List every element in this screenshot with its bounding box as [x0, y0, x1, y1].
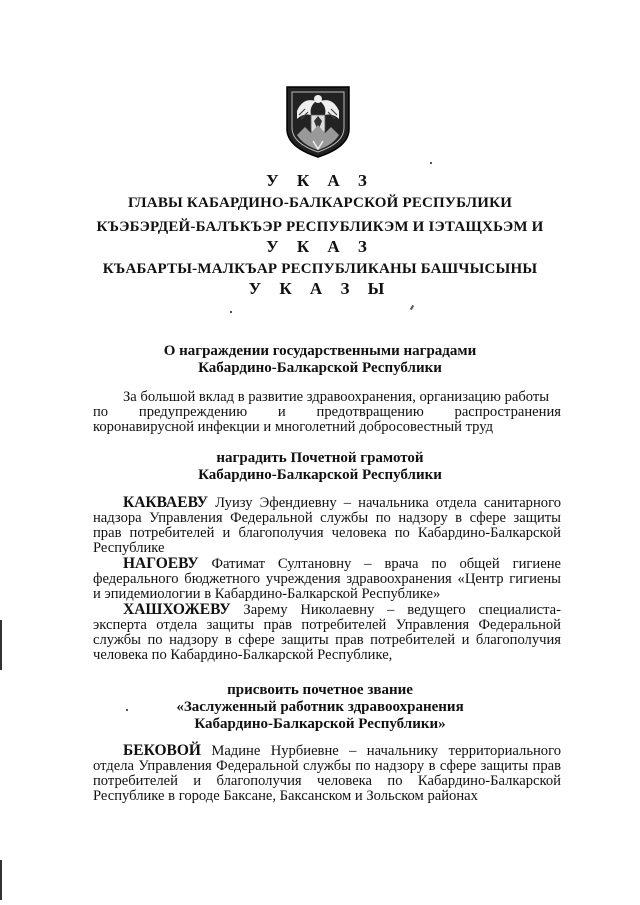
awardee-details: Луизу Эфендиевну – начальника отдела санитарного надзора Управления Федеральной службы по надзору в сфере защиты прав потребителей и благополучия человека по Кабардино-Балкарской Республике [93, 495, 561, 556]
awardee-surname: НАГОЕВУ [123, 555, 199, 572]
scan-speck [410, 305, 414, 310]
header-line-kabardian: КЪЭБЭРДЕЙ-БАЛЪКЪЭР РЕСПУБЛИКЭМ И ІЭТАЩХЬЭМ И [96, 219, 544, 235]
scan-margin-mark [0, 620, 2, 670]
awardee-surname: БЕКОВОЙ [123, 742, 201, 759]
preamble-word: и [277, 404, 286, 420]
awardees-list-honorary [93, 743, 561, 804]
scan-speck [430, 162, 432, 164]
decree-title-line1: О награждении государственными наградами [163, 343, 477, 359]
section2-line3: Кабардино-Балкарской Республики» [194, 716, 446, 732]
decree-title [80, 343, 560, 377]
preamble-word: распространения [454, 404, 561, 420]
header-line-balkar: КЪАБАРТЫ-МАЛКЪАР РЕСПУБЛИКАНЫ БАШЧЫСЫНЫ [102, 261, 538, 277]
preamble-word: по [93, 404, 109, 420]
awardee-entry [93, 743, 561, 804]
awardee-entry [93, 556, 561, 602]
section1-line2: Кабардино-Балкарской Республики [198, 467, 442, 483]
decree-title-line2: Кабардино-Балкарской Республики [198, 360, 442, 376]
coat-of-arms-icon [283, 85, 353, 159]
section2-line1: присвоить почетное звание [227, 682, 413, 698]
section-heading-honorary-title [80, 682, 560, 733]
scan-speck [126, 709, 128, 711]
section1-line1: наградить Почетной грамотой [216, 450, 424, 466]
section2-line2: «Заслуженный работник здравоохранения [176, 699, 464, 715]
preamble-line2 [93, 405, 561, 420]
awardee-surname: КАКВАЕВУ [123, 494, 209, 511]
preamble-word: предотвращению [316, 404, 424, 420]
awardee-surname: ХАШХОЖЕВУ [123, 601, 231, 618]
awardee-details: Фатимат Султановну – врача по общей гигиене федерального бюджетного учреждения здравоохранения «Центр гигиены и эпидемиологии в Кабардино-Балкарской Республике» [93, 556, 561, 602]
preamble-line1: За большой вклад в развитие здравоохранения, организацию работы [123, 389, 550, 405]
preamble-line3: коронавирусной инфекции и многолетний добросовестный труд [93, 419, 494, 435]
scan-speck [230, 311, 232, 313]
awardee-details: Зарему Николаевну – ведущего специалиста-эксперта отдела защиты прав потребителей Управления Федеральной службы по надзору в сфере защиты прав потребителей и благополучия человека по Кабардино-Балкарской Республике, [93, 602, 561, 663]
section-heading-award-diploma [80, 450, 560, 484]
awardee-entry [93, 602, 561, 663]
awardee-entry [93, 495, 561, 556]
ukaz-heading-3: У К А З Ы [248, 279, 392, 298]
preamble [93, 390, 561, 435]
preamble-word: предупреждению [138, 404, 248, 420]
scan-margin-mark [0, 860, 2, 900]
awardee-details: Мадине Нурбиевне – начальнику территориального отдела Управления Федеральной службы по надзору в сфере защиты прав потребителей и благополучия человека по Кабардино-Балкарской Республике в городе Баксане, Баксанском и Зольском районах [93, 743, 561, 804]
ukaz-heading-1: У К А З [266, 171, 374, 190]
awardees-list-diploma [93, 495, 561, 663]
ukaz-heading-2: У К А З [266, 237, 374, 256]
header-line-russian: ГЛАВЫ КАБАРДИНО-БАЛКАРСКОЙ РЕСПУБЛИКИ [127, 195, 513, 211]
